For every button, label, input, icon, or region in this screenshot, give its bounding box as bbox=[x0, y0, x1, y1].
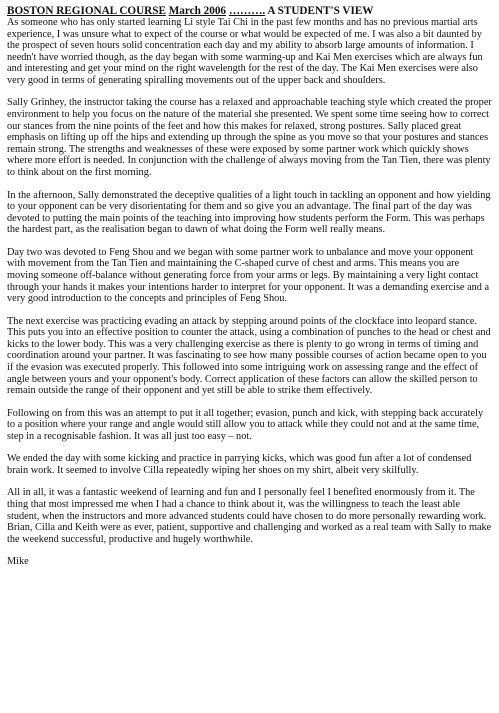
paragraph-ended-day: We ended the day with some kicking and practice in parrying kicks, which was good fun after a lot of condensed brain work. It seemed to involve Cilla repeatedly wiping her shoes on my shirt, albeit very skilfully. bbox=[7, 453, 472, 476]
paragraph-intro: As someone who has only started learning Li style Tai Chi in the past few months and has no previous martial arts experience, I was unsure what to expect of the course or what would be expected of me. I was also a bit daunted by the prospect of seven hours solid concentration each day and my ability to absorb large amounts of information. I needn't have worried though, as the day began with some warming-up and Kai Men exercises which are always fun and interesting and get your mind on the right wavelength for the rest of the day. The Kai Men exercises were also very good in terms of generating spiralling movements out of the upper back and shoulders. bbox=[7, 17, 483, 86]
signature: Mike bbox=[7, 556, 29, 568]
title-course: BOSTON REGIONAL COURSE bbox=[7, 5, 166, 17]
article bbox=[7, 5, 493, 568]
title-dots: ………. bbox=[228, 5, 266, 17]
paragraph-following-on: Following on from this was an attempt to put it all together; evasion, punch and kick, with stepping back accurately to a position where your range and angle would still allow you to attack while they could not and at the same time, step in a recognisable fashion. It was all just too easy – not. bbox=[7, 407, 484, 442]
title-date: March 2006 bbox=[168, 5, 227, 17]
paragraph-next-exercise: The next exercise was practicing evading an attack by stepping around points of the clockface into leopard stance. This puts you into an effective position to counter the attack, using a combination of punches to the head or chest and kicks to the lower body. This was a very challenging exercise as there is plenty to go wrong in terms of timing and coordination around your partner. It was fascinating to see how many possible courses of action became open to you if the evasion was executed properly. This followed into some intriguing work on assessing range and the effect of angle between yours and your opponent's body. Correct application of these factors can allow the skilled person to remain outside the range of their opponent and yet still be able to strike them effectively. bbox=[7, 315, 491, 397]
paragraph-afternoon: In the afternoon, Sally demonstrated the deceptive qualities of a light touch in tackling an opponent and how yielding to your opponent can be very disorientating for them and so give you an advantage. The final part of the day was devoted to putting the main points of the teaching into improving how students perform the Form. This was perhaps the hardest part, as the realisation began to dawn of what doing the Form well really means. bbox=[7, 189, 491, 236]
paragraph-day-two: Day two was devoted to Feng Shou and we began with some partner work to unbalance and move your opponent with movement from the Tan Tien and maintaining the C-shaped curve of chest and arms. This means you are moving someone off-balance without generating force from your arms or legs. By maintaining a very light contact through your hands it makes your intentions harder to interpret for your opponent. It was a demanding exercise and a very good introduction to the concepts and principles of Feng Shou. bbox=[7, 246, 490, 305]
paragraph-instructor: Sally Grinhey, the instructor taking the course has a relaxed and approachable teaching style which created the proper environment to help you focus on the nature of the material she presented. We spent some time seeing how to correct our stances from the nine points of the feet and how this makes for relaxed, strong postures. Sally placed great emphasis on lifting up off the hips and extending up through the spine as you move so that your postures and stances remain strong. The strengths and weaknesses of these were exposed by some partner work which quickly shows where more effort is needed. In conjunction with the challenge of always moving from the Tan Tien, there was plenty to think about on the first morning. bbox=[7, 97, 492, 179]
title-subtitle: A STUDENT'S VIEW bbox=[267, 5, 374, 17]
paragraph-all-in-all: All in all, it was a fantastic weekend of learning and fun and I personally feel I benefited enormously from it. The thing that most impressed me when I had a chance to think about it, was the willingness to teach the least able student, when the instructors and more advanced students could have chosen to do more personally rewarding work. Brian, Cilla and Keith were as ever, patient, supportive and challenging and worked as a real team with Sally to make the weekend successful, productive and hugely worthwhile. bbox=[7, 487, 492, 545]
article-title bbox=[7, 5, 493, 17]
